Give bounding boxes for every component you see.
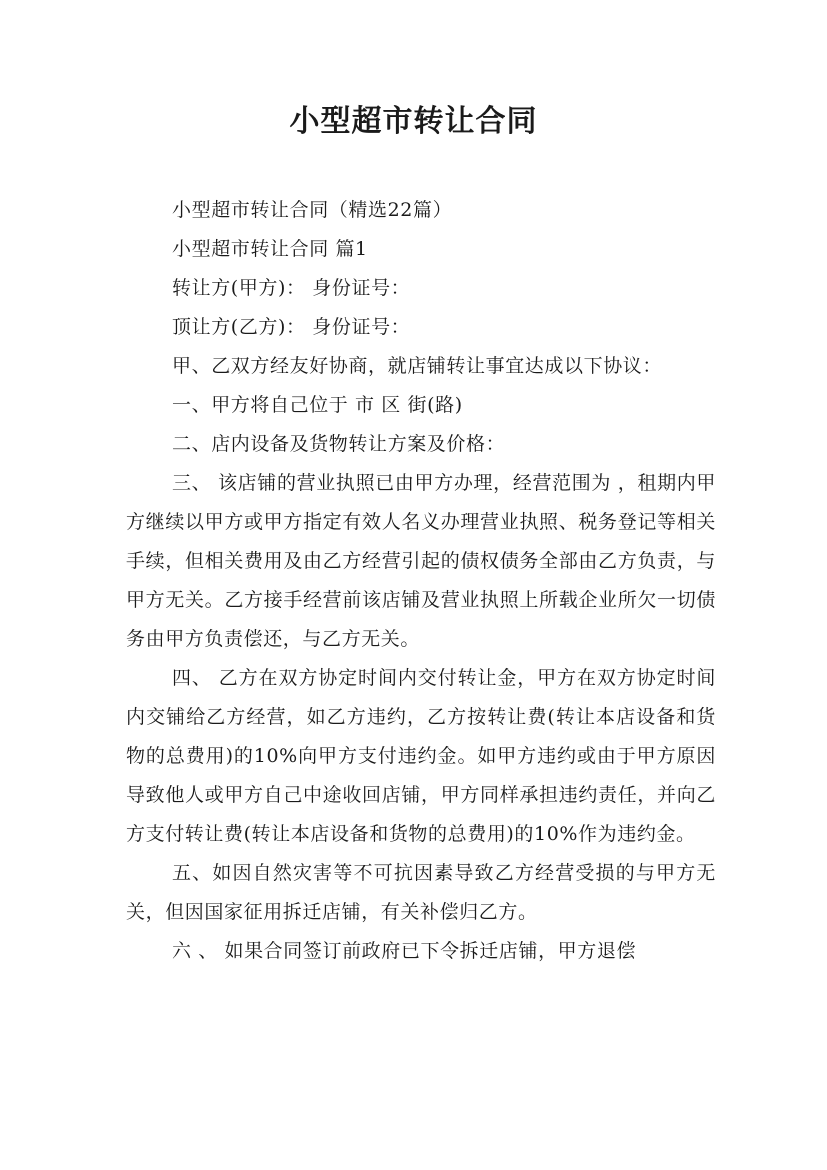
clause-1: 一、甲方将自己位于 市 区 街(路): [172, 394, 463, 416]
subtitle-line: 小型超市转让合同（精选22篇）: [172, 199, 453, 221]
clause-2: 二、店内设备及货物转让方案及价格：: [172, 433, 506, 455]
transferor-line: 转让方(甲方)： 身份证号：: [172, 277, 411, 299]
clause-4: 四、 乙方在双方协定时间内交付转让金，甲方在双方协定时间内交铺给乙方经营，如乙方违约，乙方按转让费(转让本店设备和货物的总费用)的10%向甲方支付违约金。如甲方违约或由于甲方原因导致他人或甲方自己中途收回店铺，甲方同样承担违约责任，并向乙方支付转让费(转让本店设备和货物的总费用)的10%作为违约金。: [126, 667, 716, 845]
document-body: [126, 191, 716, 971]
clause-3: 三、 该店铺的营业执照已由甲方办理，经营范围为 ，租期内甲方继续以甲方或甲方指定有效人名义办理营业执照、税务登记等相关手续，但相关费用及由乙方经营引起的债权债务全部由乙方负责，与甲方无关。乙方接手经营前该店铺及营业执照上所载企业所欠一切债务由甲方负责偿还，与乙方无关。: [126, 472, 716, 650]
transferee-line: 顶让方(乙方)： 身份证号：: [172, 316, 411, 338]
agreement-intro: 甲、乙双方经友好协商，就店铺转让事宜达成以下协议：: [172, 355, 663, 377]
document-title: 小型超市转让合同: [289, 104, 538, 139]
clause-6: 六 、 如果合同签订前政府已下令拆迁店铺，甲方退偿: [172, 940, 637, 962]
clause-5: 五、如因自然灾害等不可抗因素导致乙方经营受损的与甲方无关，但因国家征用拆迁店铺，有关补偿归乙方。: [126, 862, 716, 923]
section-heading: 小型超市转让合同 篇1: [172, 238, 368, 260]
